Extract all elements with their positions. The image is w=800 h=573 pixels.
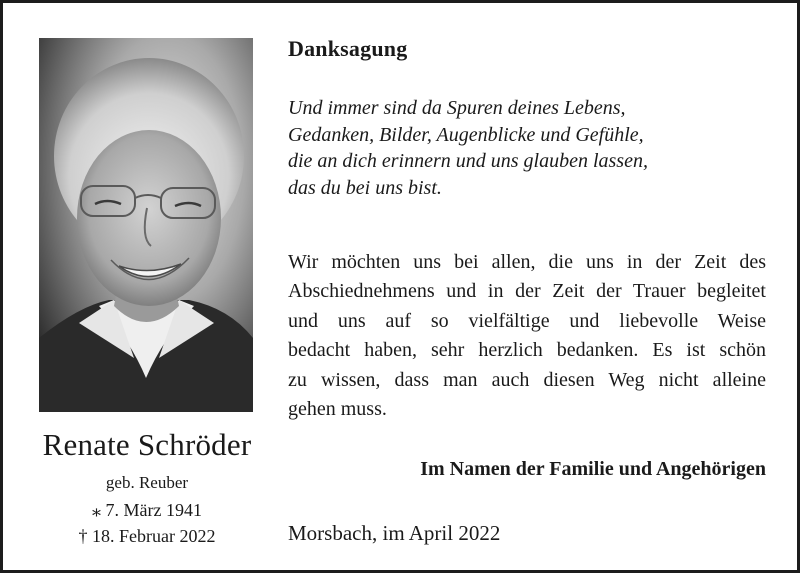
maiden-name: geb. Reuber [105,473,189,492]
birth-date: ⁎ 7. März 1941 [92,500,202,520]
paragraph-line: und uns auf so vielfältige und liebevolle Weise [288,309,766,332]
verse-line: Und immer sind da Spuren deines Lebens, [288,97,626,119]
paragraph-line: bedacht haben, sehr herzlich bedanken. Es ist schön [288,339,766,362]
paragraph-line: gehen muss. [288,398,387,421]
place-date: Morsbach, im April 2022 [288,521,501,545]
family-signoff: Im Namen der Familie und Angehörigen [420,458,766,480]
portrait-photo [39,38,253,412]
death-date: † 18. Februar 2022 [78,526,216,546]
memorial-verse [288,95,768,201]
verse-line: Gedanken, Bilder, Augenblicke und Gefühle, [288,123,644,146]
paragraph-line: Wir möchten uns bei allen, die uns in der Zeit des [288,251,766,273]
heading-title: Danksagung [288,36,408,61]
paragraph-line: zu wissen, dass man auch diesen Weg nicht alleine [288,368,766,391]
deceased-name: Renate Schröder [42,427,252,462]
paragraph-line: Abschiednehmens und in der Zeit der Trauer begleitet [288,280,766,303]
verse-line: die an dich erinnern und uns glauben lassen, [288,150,648,172]
thanks-paragraph [288,248,766,424]
verse-line: das du bei uns bist. [288,176,442,199]
